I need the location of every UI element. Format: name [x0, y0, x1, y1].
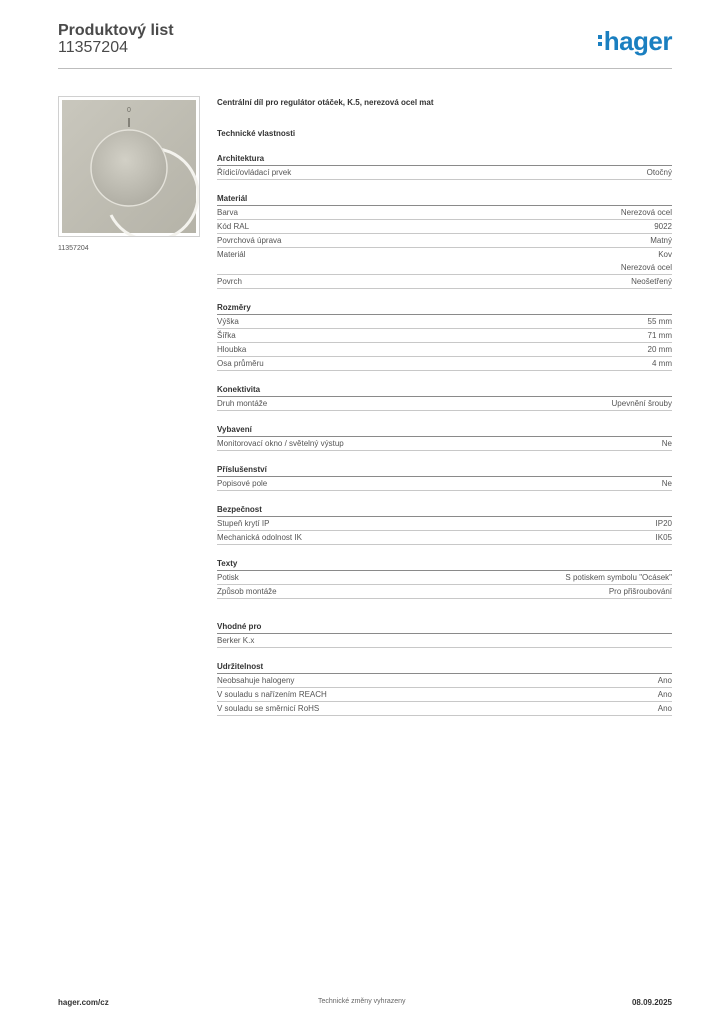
- group-title: Rozměry: [217, 302, 672, 315]
- property-row: [217, 571, 672, 585]
- property-label: Berker K.x: [217, 636, 255, 645]
- logo-text: hager: [603, 26, 672, 56]
- property-label: Materiál: [217, 250, 246, 259]
- property-label: Popisové pole: [217, 479, 268, 488]
- property-label: Neobsahuje halogeny: [217, 676, 295, 685]
- property-value: [631, 275, 672, 288]
- property-value: [621, 206, 672, 219]
- property-value: [609, 585, 672, 598]
- property-label: Monitorovací okno / světelný výstup: [217, 439, 344, 448]
- property-row: [217, 206, 672, 220]
- property-row: [217, 275, 672, 289]
- group-title: Příslušenství: [217, 464, 672, 477]
- property-label: Povrchová úprava: [217, 236, 282, 245]
- group-title: Vhodné pro: [217, 621, 672, 634]
- property-value: [650, 234, 672, 247]
- property-group: [217, 504, 672, 545]
- property-row: [217, 329, 672, 343]
- property-label: Osa průměru: [217, 359, 264, 368]
- property-row: [217, 357, 672, 371]
- property-value: [654, 220, 672, 233]
- property-row: [217, 248, 672, 275]
- property-value-line: IK05: [655, 533, 672, 542]
- section-title: Technické vlastnosti: [217, 129, 296, 138]
- property-row: [217, 531, 672, 545]
- dial-zero-mark: 0: [127, 107, 131, 114]
- group-title: Vybavení: [217, 424, 672, 437]
- property-value: [658, 688, 672, 701]
- property-value: [662, 437, 672, 450]
- property-value: [648, 329, 672, 342]
- property-value: [648, 343, 672, 356]
- property-value-line: 71 mm: [647, 331, 672, 340]
- property-value: [656, 517, 672, 530]
- property-label: Potisk: [217, 573, 239, 582]
- property-label: Šířka: [217, 331, 236, 340]
- group-title: Architektura: [217, 153, 672, 166]
- property-label: Způsob montáže: [217, 587, 277, 596]
- property-value: [648, 315, 672, 328]
- property-row: [217, 343, 672, 357]
- group-title: Udržitelnost: [217, 661, 672, 674]
- image-caption: 11357204: [58, 245, 89, 252]
- property-label: Mechanická odolnost IK: [217, 533, 302, 542]
- property-row: [217, 674, 672, 688]
- group-title: Materiál: [217, 193, 672, 206]
- hager-logo: [598, 26, 672, 56]
- property-value-line: Pro přišroubování: [608, 587, 672, 596]
- property-value-line: Ano: [657, 704, 672, 713]
- property-row: [217, 234, 672, 248]
- property-value: [612, 397, 672, 410]
- property-value-line: Nerezová ocel: [620, 263, 672, 272]
- property-value-line: IP20: [655, 519, 672, 528]
- property-group: [217, 193, 672, 289]
- property-value: [658, 702, 672, 715]
- group-title: Konektivita: [217, 384, 672, 397]
- group-title: Texty: [217, 558, 672, 571]
- property-group: [217, 661, 672, 716]
- property-value: [662, 477, 672, 490]
- property-value-line: Ne: [661, 479, 672, 488]
- property-value-line: Matný: [650, 236, 672, 245]
- property-group: [217, 384, 672, 411]
- property-row: [217, 397, 672, 411]
- property-value-line: Ano: [657, 676, 672, 685]
- property-label: Hloubka: [217, 345, 247, 354]
- property-group: [217, 621, 672, 648]
- property-value-line: S potiskem symbolu "Ocásek": [565, 573, 672, 582]
- property-value: [658, 674, 672, 687]
- property-row: [217, 315, 672, 329]
- property-row: [217, 166, 672, 180]
- property-row: [217, 437, 672, 451]
- footer-note: Technické změny vyhrazeny: [318, 998, 406, 1005]
- product-code: 11357204: [58, 39, 128, 56]
- product-image: [58, 96, 200, 237]
- header-divider: [58, 68, 672, 69]
- property-label: V souladu s nařízením REACH: [217, 690, 327, 699]
- page-title: Produktový list: [58, 22, 174, 39]
- property-label: Kód RAL: [217, 222, 250, 231]
- footer-website[interactable]: hager.com/cz: [58, 998, 109, 1007]
- property-value-line: Neošetřený: [631, 277, 672, 286]
- property-label: Povrch: [217, 277, 242, 286]
- property-label: Výška: [217, 317, 239, 326]
- property-row: [217, 634, 672, 648]
- property-value-line: Ano: [657, 690, 672, 699]
- property-group: [217, 424, 672, 451]
- property-value: [652, 357, 672, 370]
- property-value-line: 9022: [654, 222, 672, 231]
- property-value: [647, 166, 672, 179]
- property-row: [217, 517, 672, 531]
- property-row: [217, 220, 672, 234]
- property-row: [217, 702, 672, 716]
- property-groups: [217, 153, 672, 716]
- group-title: Bezpečnost: [217, 504, 672, 517]
- property-label: V souladu se směrnicí RoHS: [217, 704, 320, 713]
- property-value-line: Upevnění šrouby: [611, 399, 672, 408]
- property-value-line: Ne: [661, 439, 672, 448]
- property-label: Barva: [217, 208, 238, 217]
- property-label: Druh montáže: [217, 399, 268, 408]
- property-row: [217, 688, 672, 702]
- property-value-line: 20 mm: [647, 345, 672, 354]
- property-group: [217, 153, 672, 180]
- property-value: [565, 571, 672, 584]
- property-label: Stupeň krytí IP: [217, 519, 270, 528]
- property-row: [217, 477, 672, 491]
- product-name: Centrální díl pro regulátor otáček, K.5, nerezová ocel mat: [217, 98, 434, 107]
- property-value-line: 4 mm: [652, 359, 672, 368]
- properties-panel: [217, 97, 672, 716]
- property-group: [217, 558, 672, 599]
- property-value-line: Nerezová ocel: [620, 208, 672, 217]
- footer-date: 08.09.2025: [631, 998, 672, 1007]
- property-value-line: Kov: [658, 250, 672, 259]
- property-label: Řídicí/ovládací prvek: [217, 168, 292, 177]
- logo-mark-icon: [598, 35, 602, 49]
- property-value-line: 55 mm: [647, 317, 672, 326]
- property-row: [217, 585, 672, 599]
- property-value-line: Otočný: [646, 168, 672, 177]
- property-group: [217, 464, 672, 491]
- property-group: [217, 302, 672, 371]
- property-value: [621, 248, 672, 274]
- property-value: [656, 531, 672, 544]
